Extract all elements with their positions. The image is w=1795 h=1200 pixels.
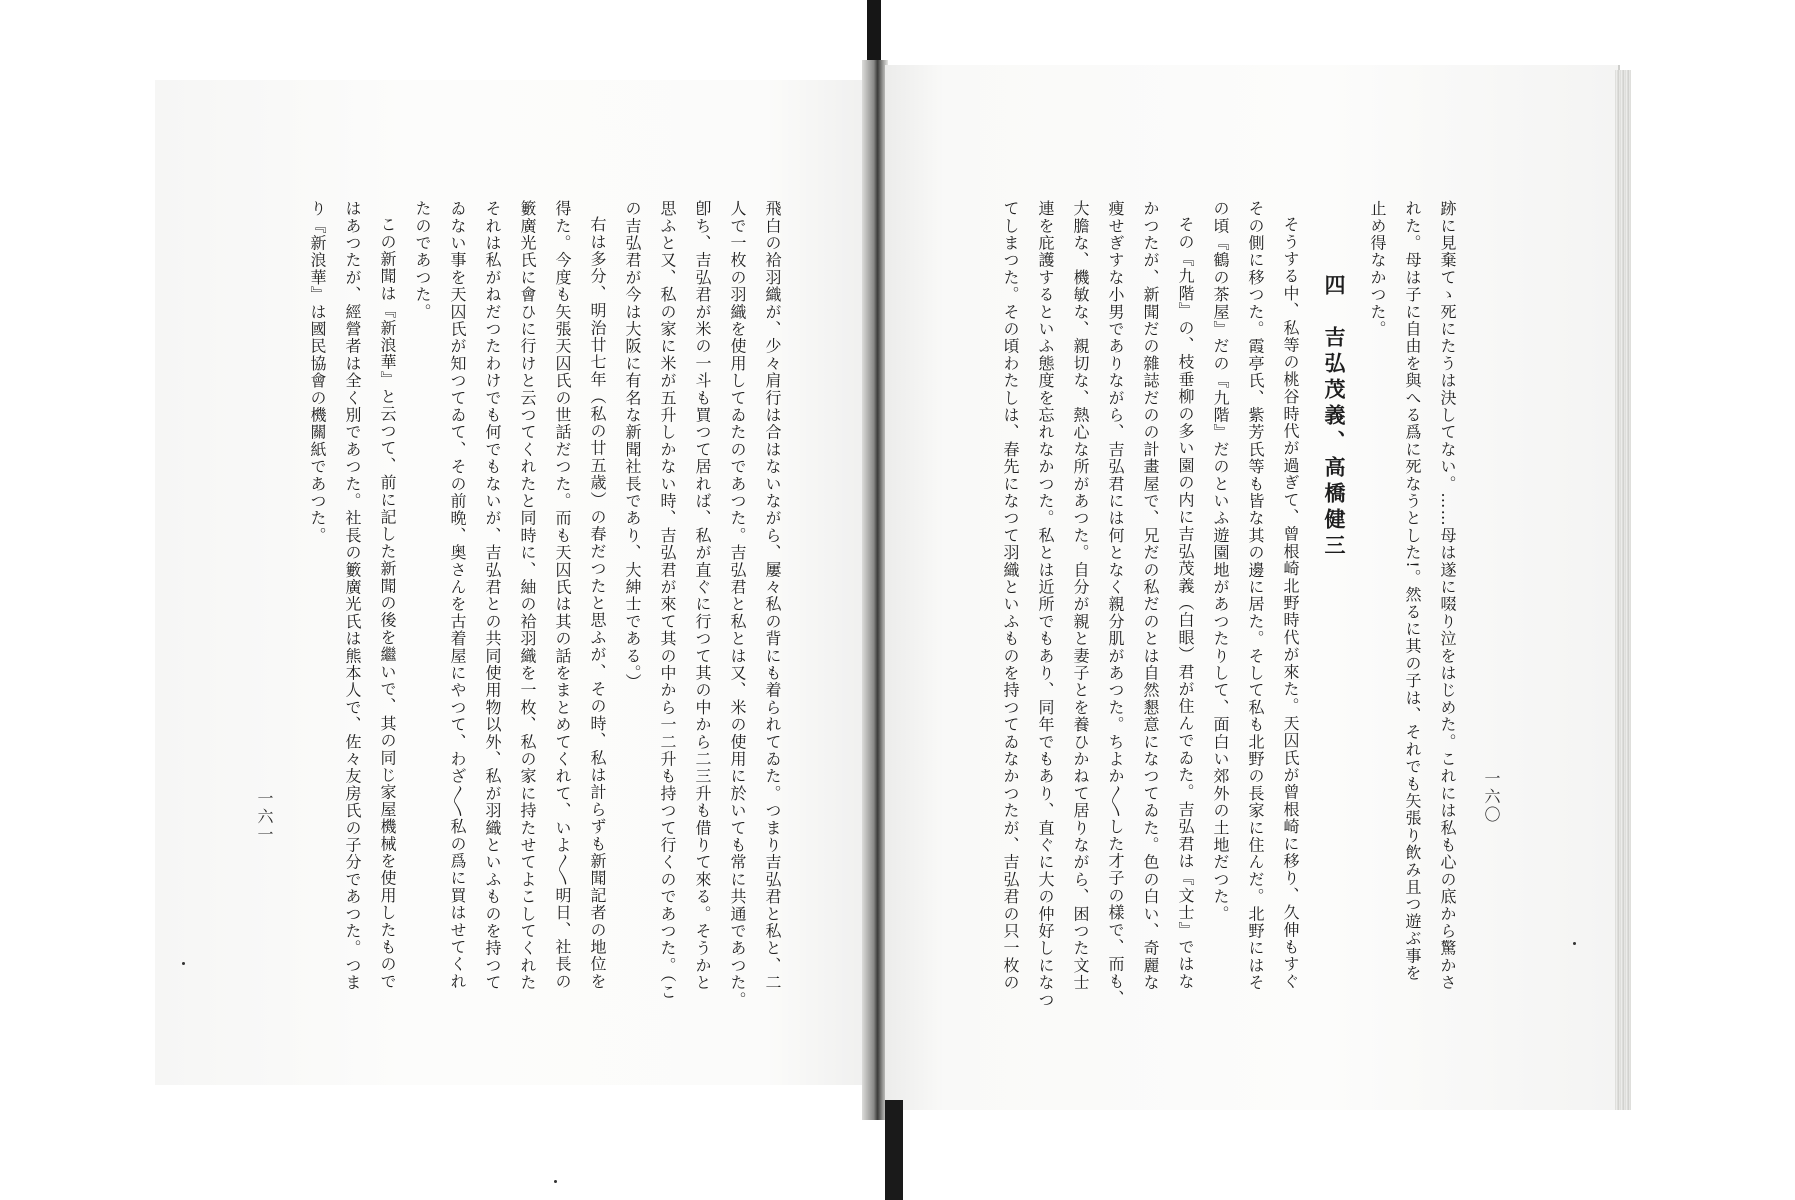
text-column: れた。母は子に自由を與へる爲に死なうとした!。然るに其の子は、それでも矢張り飲み且つ遊ぶ事を (1403, 200, 1422, 982)
scan-speck (1573, 942, 1576, 945)
text-column: この新聞は『新浪華』と云つて、前に記した新聞の後を繼いで、其の同じ家屋機械を使用したもので (378, 216, 397, 990)
text-column: それは私がねだつたわけでも何でもないが、吉弘君との共同使用物以外、私が羽織といふものを持つて (483, 200, 502, 992)
text-column: その『九階』の、枝垂柳の多い園の内に吉弘茂義（白眼）君が住んでゐた。吉弘君は『文士』ではな (1176, 216, 1195, 990)
text-column: 痩せぎすな小男でありながら、吉弘君には何となく親分肌があつた。ちよか〳〵した才子の樣で、而も、 (1106, 200, 1125, 1008)
text-column: 飛白の袷羽織が、少々肩行は合はないながら、屢々私の背にも着られてゐた。つまり吉弘君と私と、二 (763, 200, 782, 992)
text-column: てしまつた。その頃わたしは、春先になつて羽織といふものを持つてゐなかつたが、吉弘君の只一枚の (1001, 200, 1020, 992)
bookmark-ribbon-bottom (885, 1100, 903, 1200)
page-number-left: 一六一 (255, 790, 274, 844)
chapter-heading: 四 吉弘茂義、高橋健三 (1322, 273, 1347, 560)
text-column: ゐない事を天囚氏が知つてゐて、その前晩、奥さんを古着屋にやつて、わざ〳〵私の爲に買はせてくれ (448, 200, 467, 990)
text-column: 止め得なかつた。 (1368, 200, 1387, 338)
scan-speck (182, 962, 185, 965)
page-number-right: 一六〇 (1482, 770, 1501, 824)
text-column: り『新浪華』は國民協會の機關紙であつた。 (308, 200, 327, 544)
right-page-text (993, 200, 1465, 1030)
text-column: 連を庇護するといふ態度を忘れなかつた。私とは近所でもあり、同年でもあり、直ぐに大の仲好しになつ (1036, 200, 1055, 1009)
text-column: 卽ち、吉弘君が米の一斗も買つて居れば、私が直ぐに行つて其の中から二三升も借りて來る。そうかと (693, 200, 712, 992)
text-column: かつたが、新聞だの雜誌だのの計畫屋で、兄だの私だのとは自然懇意になつてゐた。色の白い、奇麗な (1141, 200, 1160, 992)
left-page-text (300, 200, 790, 1030)
text-column: 得た。今度も矢張天囚氏の世話だつた。而も天囚氏は其の話をまとめてくれて、いよ〳〵明日、社長の (553, 200, 572, 990)
text-column: たのであつた。 (413, 200, 432, 321)
text-column: 右は多分、明治廿七年（私の廿五歳）の春だつたと思ふが、その時、私は計らずも新聞記者の地位を (588, 216, 607, 990)
text-column: 人で一枚の羽織を使用してゐたのであつた。吉弘君と私とは又、米の使用に於いても常に共通であつた。 (728, 200, 747, 1009)
text-column: 籔廣光氏に會ひに行けと云つてくれたと同時に、紬の袷羽織を一枚、私の家に持たせてよこしてくれた (518, 200, 537, 992)
page-stack-edge (1615, 70, 1631, 1110)
text-column: 跡に見棄てゝ死にたうは決してない。……母は遂に啜り泣をはじめた。これには私も心の底から驚かさ (1438, 200, 1457, 992)
text-column: の頃『鶴の茶屋』だの『九階』だのといふ遊園地があつたりして、面白い郊外の土地だつた。 (1211, 200, 1230, 923)
text-column: その側に移つた。霞亭氏、紫芳氏等も皆な其の邊に居た。そして私も北野の長家に住んだ。北野にはそ (1246, 200, 1265, 992)
text-column: そうする中、私等の桃谷時代が過ぎて、曾根崎北野時代が來た。天囚氏が曾根崎に移り、久伸もすぐ (1281, 216, 1300, 990)
text-column: の吉弘君が今は大阪に有名な新聞社長であり、大紳士である。） (623, 200, 642, 691)
text-column: 大膽な、機敏な、親切な、熱心な所があつた。自分が親と妻子とを養ひかねて居りながら、困つた文士 (1071, 200, 1090, 992)
text-column: はあつたが、經營者は全く別であつた。社長の籔廣光氏は熊本人で、佐々友房氏の子分であつた。つま (343, 200, 362, 992)
text-column: 思ふと又、私の家に米が五升しかない時、吉弘君が來て其の中から一二升も持つて行くのであつた。（こ (658, 200, 677, 1001)
scan-speck (554, 1180, 557, 1183)
